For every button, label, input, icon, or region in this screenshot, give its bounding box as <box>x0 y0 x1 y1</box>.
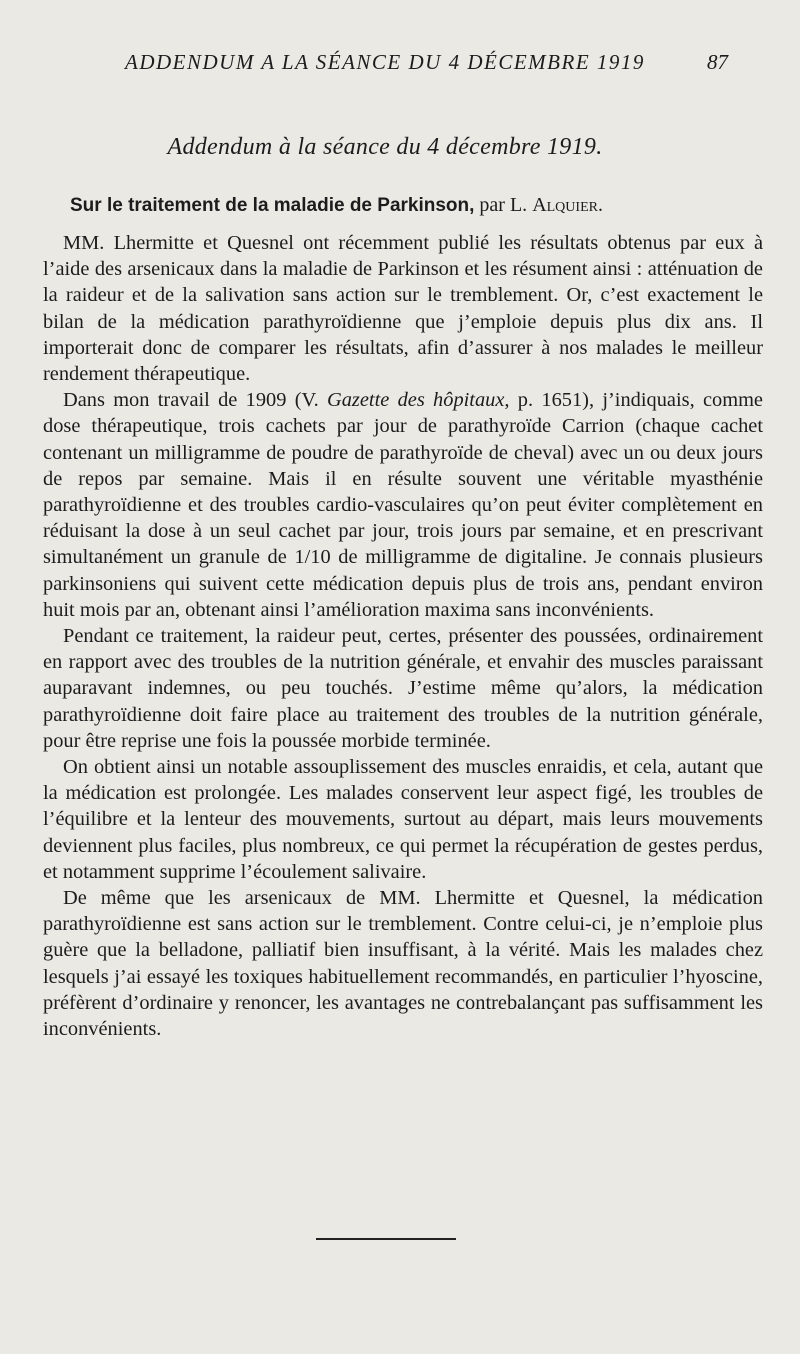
paragraph-2-rest: , p. 1651), j’indiquais, comme dose thérapeutique, trois cachets par jour de parathyroïde Carrion (chaque cachet contenant un milligramme de poudre de parathyroïde de cheval) avec un ou deux jours de repos par semaine. Mais il en résulte souvent une véritable myasthénie parathyroïdienne et des troubles cardio-vasculaires qu’on peut éviter complètement en réduisant la dose à un seul cachet par jour, trois jours par semaine, et en prescrivant simultanément un granule de 1/10 de milligramme de digitaline. Je connais plusieurs parkinsoniens qui suivent cette médication depuis plus de trois ans, pendant environ huit mois par an, obtenant ainsi l’amélioration maxima sans inconvénients. <box>43 389 763 621</box>
article-body <box>43 230 763 1042</box>
running-title: ADDENDUM A LA SÉANCE DU 4 DÉCEMBRE 1919 <box>125 50 645 74</box>
journal-title: Gazette des hôpitaux <box>327 389 505 412</box>
paragraph-4: On obtient ainsi un notable assouplissement des muscles enraidis, et cela, autant que la médication est prolongée. Les malades conservent leur aspect figé, les troubles de l’équilibre et la lenteur des mouvements, surtout au départ, mais leurs mouvements deviennent plus faciles, plus nombreux, ce qui permet la récupération de gestes perdus, et notamment supprime l’écoulement salivaire. <box>43 756 763 883</box>
page-number: 87 <box>707 50 728 74</box>
article-heading <box>70 194 770 217</box>
article-byline: par L. <box>479 194 528 216</box>
section-title: Addendum à la séance du 4 décembre 1919. <box>167 134 603 160</box>
article-title: Sur le traitement de la maladie de Parkinson, <box>70 195 475 216</box>
closing-rule <box>316 1238 456 1240</box>
paragraph-3: Pendant ce traitement, la raideur peut, certes, présenter des poussées, ordinairement en rapport avec des troubles de la nutrition générale, et envahir des muscles paraissant auparavant indemnes, ou peu touchés. J’estime même qu’alors, la médication parathyroïdienne doit faire place au traitement des troubles de la nutrition générale, pour être reprise une fois la poussée morbide terminée. <box>43 625 763 752</box>
paragraph-2 <box>43 387 763 623</box>
article-author: Alquier. <box>532 194 603 216</box>
paragraph-1: MM. Lhermitte et Quesnel ont récemment publié les résultats obtenus par eux à l’aide des arsenicaux dans la maladie de Parkinson et les résument ainsi : atténuation de la raideur et de la salivation sans action sur le tremblement. Or, c’est exactement le bilan de la médication parathyroïdienne que j’emploie depuis plus dix ans. Il importerait donc de comparer les résultats, afin d’assurer à nos malades le meilleur rendement thérapeutique. <box>43 232 763 386</box>
paragraph-5: De même que les arsenicaux de MM. Lhermitte et Quesnel, la médication parathyroïdienne est sans action sur le tremblement. Contre celui-ci, je n’emploie plus guère que la belladone, palliatif bien insuffisant, à la vérité. Mais les malades chez lesquels j’ai essayé les toxiques habituellement recommandés, en particulier l’hyoscine, préfèrent d’ordinaire y renoncer, les avantages ne contrebalançant pas suffisamment les inconvénients. <box>43 887 763 1041</box>
running-head <box>0 50 800 80</box>
paragraph-2-start: Dans mon travail de 1909 (V. <box>63 389 327 412</box>
